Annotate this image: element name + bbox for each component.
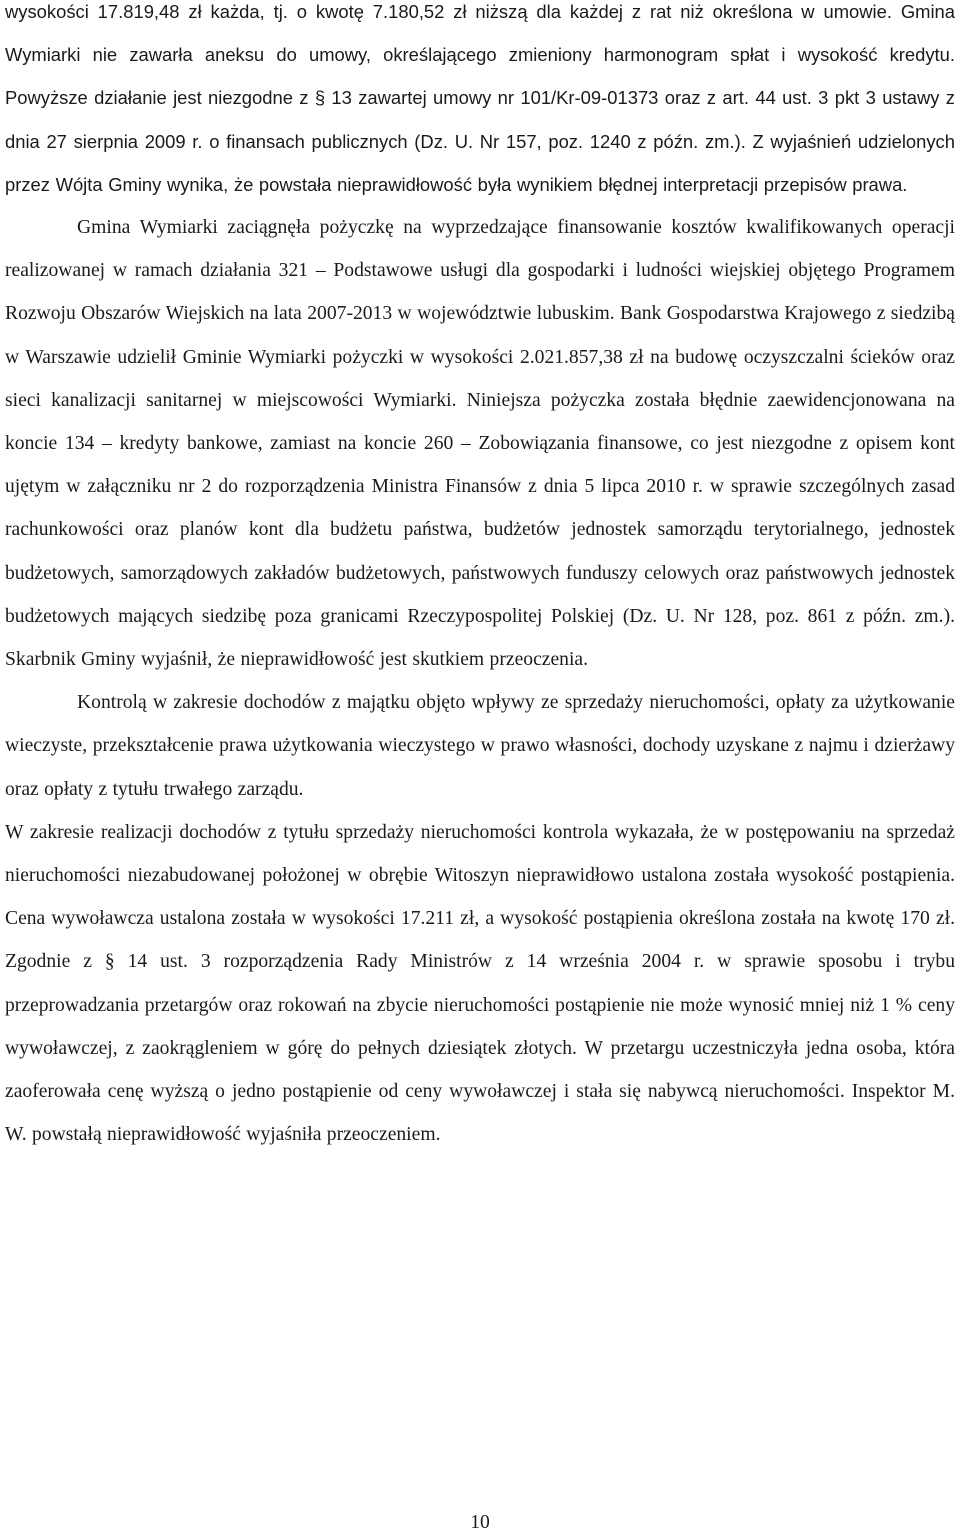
paragraph-property-sale-findings: W zakresie realizacji dochodów z tytułu sprzedaży nieruchomości kontrola wykazała, że w postępowaniu na sprzedaż nieruchomości niezabudowanej położonej w obrębie Witoszyn nieprawidłowo ustalona została wysokość postąpienia. Cena wywoławcza ustalona została w wysokości 17.211 zł, a wysokość postąpienia określona została na kwotę 170 zł. Zgodnie z § 14 ust. 3 rozporządzenia Rady Ministrów z 14 września 2004 r. w sprawie sposobu i trybu przeprowadzania przetargów oraz rokowań na zbycie nieruchomości postąpienie nie może wynosić mniej niż 1 % ceny wywoławczej, z zaokrągleniem w górę do pełnych dziesiątek złotych. W przetargu uczestniczyła jedna osoba, która zaoferowała cenę wyższą o jedno postąpienie od ceny wywoławczej i stała się nabywcą nieruchomości. Inspektor M. W. powstałą nieprawidłowość wyjaśniła przeoczeniem. (5, 821, 955, 1146)
paragraph-loan-accounting: Gmina Wymiarki zaciągnęła pożyczkę na wyprzedzające finansowanie kosztów kwalifikowanych operacji realizowanej w ramach działania 321 – Podstawowe usługi dla gospodarki i ludności wiejskiej objętego Programem Rozwoju Obszarów Wiejskich na lata 2007-2013 w województwie lubuskim. Bank Gospodarstwa Krajowego z siedzibą w Warszawie udzielił Gminie Wymiarki pożyczki w wysokości 2.021.857,38 zł na budowę oczyszczalni ścieków oraz sieci kanalizacji sanitarnej w miejscowości Wymiarki. Niniejsza pożyczka została błędnie zaewidencjonowana na koncie 134 – kredyty bankowe, zamiast na koncie 260 – Zobowiązania finansowe, co jest niezgodne z opisem kont ujętym w załączniku nr 2 do rozporządzenia Ministra Finansów z dnia 5 lipca 2010 r. w sprawie szczególnych zasad rachunkowości oraz planów kont dla budżetu państwa, budżetów jednostek samorządu terytorialnego, jednostek budżetowych, samorządowych zakładów budżetowych, państwowych funduszy celowych oraz państwowych jednostek budżetowych mających siedzibę poza granicami Rzeczypospolitej Polskiej (Dz. U. Nr 128, poz. 861 z późn. zm.). Skarbnik Gminy wyjaśnił, że nieprawidłowość jest skutkiem przeoczenia. (5, 217, 955, 671)
paragraph-credit-schedule: wysokości 17.819,48 zł każda, tj. o kwotę 7.180,52 zł niższą dla każdej z rat niż określona w umowie. Gmina Wymiarki nie zawarła aneksu do umowy, określającego zmieniony harmonogram spłat i wysokość kredytu. Powyższe działanie jest niezgodne z § 13 zawartej umowy nr 101/Kr-09-01373 oraz z art. 44 ust. 3 pkt 3 ustawy z dnia 27 sierpnia 2009 r. o finansach publicznych (Dz. U. Nr 157, poz. 1240 z późn. zm.). Z wyjaśnień udzielonych przez Wójta Gminy wynika, że powstała nieprawidłowość była wynikiem błędnej interpretacji przepisów prawa. (5, 1, 955, 195)
paragraph-property-income-scope: Kontrolą w zakresie dochodów z majątku objęto wpływy ze sprzedaży nieruchomości, opłaty za użytkowanie wieczyste, przekształcenie prawa użytkowania wieczystego w prawo własności, dochody uzyskane z najmu i dzierżawy oraz opłaty z tytułu trwałego zarządu. (5, 692, 955, 800)
document-page (5, 0, 955, 1156)
page-number: 10 (470, 1512, 490, 1533)
